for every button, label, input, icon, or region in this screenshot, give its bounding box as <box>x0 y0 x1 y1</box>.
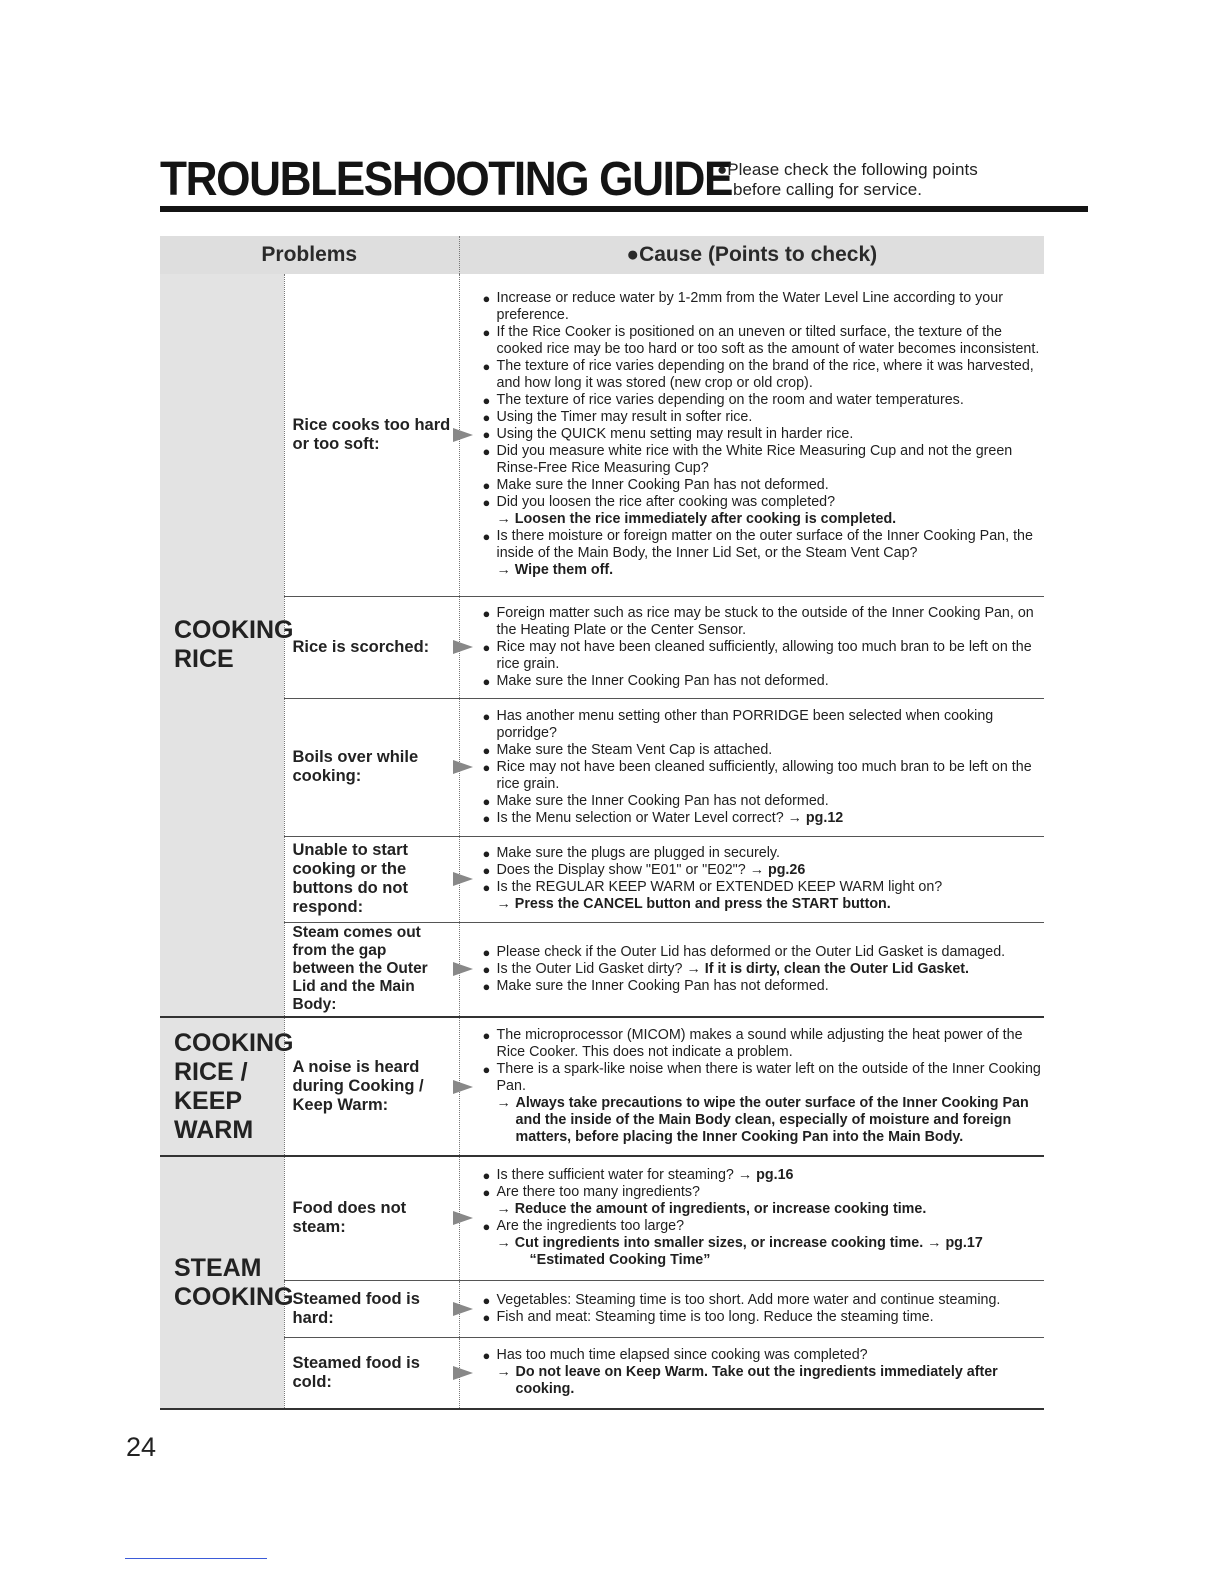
action-line <box>483 562 1043 579</box>
cause-item: ● The microprocessor (MICOM) makes a sound while adjusting the heat power of the Rice Cooker. This does not indicate a problem. <box>483 1027 1043 1061</box>
problem-label: A noise is heard during Cooking / Keep Warm: <box>292 1058 424 1114</box>
cause-item: ● Make sure the Steam Vent Cap is attached. <box>483 742 1043 759</box>
cause-item: ● There is a spark-like noise when there is water left on the outside of the Inner Cooking Pan. <box>483 1061 1043 1095</box>
problem-label: Steam comes out from the gap between the Outer Lid and the Main Body: <box>292 924 428 1014</box>
cause-item: ● Rice may not have been cleaned sufficiently, allowing too much bran to be left on the rice grain. <box>483 759 1043 793</box>
action-text: Cut ingredients into smaller sizes, or increase cooking time. <box>514 1235 924 1252</box>
footer-link-underline[interactable] <box>125 1558 267 1559</box>
cause-cell <box>459 698 1044 836</box>
cause-item: ● Are the ingredients too large? <box>483 1218 1043 1235</box>
problem-food-not-steam <box>284 1156 459 1280</box>
cause-item: ● Vegetables: Steaming time is too short. Add more water and continue steaming. <box>483 1292 1043 1309</box>
arrow-icon: → <box>496 896 511 912</box>
cause-item: ● If the Rice Cooker is positioned on an uneven or tilted surface, the texture of the cooked rice may be too hard or too soft as the amount of water becomes inconsistent. <box>483 324 1043 358</box>
cause-cell <box>459 922 1044 1017</box>
cause-text: Is the Outer Lid Gasket dirty? <box>496 960 683 977</box>
table-row <box>160 1017 1044 1156</box>
problem-rice-texture <box>284 274 459 596</box>
troubleshooting-table <box>160 236 1044 1410</box>
problem-label: Rice is scorched: <box>292 637 430 656</box>
action-line <box>483 1252 1043 1269</box>
category-label: COOKING RICE / KEEP WARM <box>174 1028 294 1144</box>
arrow-icon: → <box>496 511 511 528</box>
table-row <box>160 274 1044 596</box>
cause-item: ● Make sure the Inner Cooking Pan has not deformed. <box>483 978 1043 995</box>
problem-unable-to-start <box>284 836 459 922</box>
cause-item: ● Has too much time elapsed since cooking was completed? <box>483 1347 1043 1364</box>
table-row <box>160 922 1044 1017</box>
table-row <box>160 1156 1044 1280</box>
category-steam-cooking <box>160 1156 294 1409</box>
arrow-icon: → <box>496 1201 511 1218</box>
table-row <box>160 836 1044 922</box>
cause-cell <box>459 1280 1044 1337</box>
action-text: Loosen the rice immediately after cooking is completed. <box>514 511 897 528</box>
cause-item <box>483 1167 1043 1184</box>
cause-item: ● Has another menu setting other than PORRIDGE been selected when cooking porridge? <box>483 708 1043 742</box>
cause-item: ● Make sure the Inner Cooking Pan has not deformed. <box>483 673 1043 690</box>
title-divider <box>160 206 1088 212</box>
arrow-icon: → <box>496 562 511 579</box>
problem-label: Rice cooks too hard or too soft: <box>292 415 451 453</box>
arrow-icon: → <box>787 809 802 826</box>
service-note-line2: before calling for service. <box>733 180 922 199</box>
cause-item: ● Foreign matter such as rice may be stuck to the outside of the Inner Cooking Pan, on the Heating Plate or the Center Sensor. <box>483 605 1043 639</box>
cause-item: ● The texture of rice varies depending on the room and water temperatures. <box>483 392 1043 409</box>
cause-item: ● Did you measure white rice with the White Rice Measuring Cup and not the green Rinse-Free Rice Measuring Cup? <box>483 443 1043 477</box>
table-row <box>160 1280 1044 1337</box>
action-line <box>483 1235 1043 1252</box>
arrow-icon: → <box>496 1095 511 1111</box>
cause-cell <box>459 596 1044 698</box>
cause-item: ● The texture of rice varies depending on the brand of the rice, where it was harvested, and how long it was stored (new crop or old crop). <box>483 358 1043 392</box>
pointer-arrow-icon <box>453 1366 473 1380</box>
cause-item: ● Using the QUICK menu setting may result in harder rice. <box>483 426 1043 443</box>
pointer-arrow-icon <box>453 1080 473 1094</box>
pointer-arrow-icon <box>453 1211 473 1225</box>
cause-text: Is there sufficient water for steaming? <box>496 1167 734 1184</box>
pointer-arrow-icon <box>453 962 473 976</box>
cause-text: Does the Display show "E01" or "E02"? <box>496 862 746 878</box>
pointer-arrow-icon <box>453 640 473 654</box>
category-cooking-keep-warm <box>160 1017 294 1156</box>
cause-cell <box>459 1156 1044 1280</box>
cause-item: ● Please check if the Outer Lid has deformed or the Outer Lid Gasket is damaged. <box>483 944 1043 961</box>
arrow-icon: → <box>496 1235 511 1252</box>
cause-item: ● Make sure the plugs are plugged in securely. <box>483 845 1043 862</box>
cause-item <box>483 862 1043 879</box>
problem-rice-scorched <box>284 596 459 698</box>
cause-item: ● Is the REGULAR KEEP WARM or EXTENDED KEEP WARM light on? <box>483 879 1043 896</box>
problem-steamed-hard <box>284 1280 459 1337</box>
category-label: STEAM COOKING <box>174 1253 294 1311</box>
pointer-arrow-icon <box>453 428 473 442</box>
pointer-arrow-icon <box>453 760 473 774</box>
problem-noise <box>284 1017 459 1156</box>
arrow-icon: → <box>737 1167 753 1184</box>
page-title: TROUBLESHOOTING GUIDE <box>160 153 733 206</box>
cause-cell <box>459 274 1044 596</box>
action-text: Press the CANCEL button and press the START button. <box>514 896 891 912</box>
pointer-arrow-icon <box>453 1302 473 1316</box>
action-line <box>483 1364 1043 1398</box>
page-number: 24 <box>126 1432 157 1462</box>
problem-label: Food does not steam: <box>292 1199 407 1237</box>
table-header-row <box>160 236 1044 274</box>
action-text: Do not leave on Keep Warm. Take out the ingredients immediately after cooking. <box>515 1364 998 1398</box>
service-note-line1: ●Please check the following points <box>717 160 978 179</box>
cause-cell <box>459 1017 1044 1156</box>
arrow-icon: → <box>496 1364 511 1381</box>
action-text: Reduce the amount of ingredients, or increase cooking time. <box>514 1201 927 1218</box>
cause-item <box>483 810 1043 827</box>
header-problems: Problems <box>160 236 459 274</box>
arrow-icon: → <box>927 1235 942 1252</box>
cause-item: ● Fish and meat: Steaming time is too long. Reduce the steaming time. <box>483 1309 1043 1326</box>
cause-item: ● Increase or reduce water by 1-2mm from the Water Level Line according to your preference. <box>483 290 1043 324</box>
category-label: COOKING RICE <box>174 616 294 673</box>
cause-item: ● Using the Timer may result in softer rice. <box>483 409 1043 426</box>
pointer-arrow-icon <box>453 872 473 886</box>
cause-cell <box>459 1337 1044 1409</box>
cause-item: ● Are there too many ingredients? <box>483 1184 1043 1201</box>
action-line <box>483 1201 1043 1218</box>
cause-item: ● Make sure the Inner Cooking Pan has not deformed. <box>483 793 1043 810</box>
problem-boils-over <box>284 698 459 836</box>
cause-item: ● Rice may not have been cleaned sufficiently, allowing too much bran to be left on the rice grain. <box>483 639 1043 673</box>
table-row <box>160 698 1044 836</box>
problem-label: Steamed food is cold: <box>292 1353 420 1391</box>
action-text: Always take precautions to wipe the outer surface of the Inner Cooking Pan and the inside of the Main Body clean, especially of moisture and foreign matters, before placing the Inner Cooking Pan into the Main Body. <box>515 1095 1029 1145</box>
problem-label: Steamed food is hard: <box>292 1289 420 1327</box>
cause-item: ● Is there moisture or foreign matter on the outer surface of the Inner Cooking Pan, the inside of the Main Body, the Inner Lid Set, or the Steam Vent Cap? <box>483 528 1043 562</box>
service-note <box>717 160 978 200</box>
problem-label: Boils over while cooking: <box>292 748 419 785</box>
problem-steam-gap <box>284 922 459 1017</box>
action-text: Wipe them off. <box>514 562 614 579</box>
cause-item: ● Make sure the Inner Cooking Pan has not deformed. <box>483 477 1043 494</box>
problem-steamed-cold <box>284 1337 459 1409</box>
page-reference: pg.17 <box>945 1235 983 1252</box>
action-text: If it is dirty, clean the Outer Lid Gasket. <box>704 960 970 977</box>
table-row <box>160 596 1044 698</box>
page-reference: pg.26 <box>767 862 806 878</box>
cause-item: ● Did you loosen the rice after cooking was completed? <box>483 494 1043 511</box>
problem-label: Unable to start cooking or the buttons do not respond: <box>292 841 409 916</box>
reference-title: “Estimated Cooking Time” <box>529 1252 711 1269</box>
cause-item <box>483 961 1043 978</box>
action-line <box>483 896 1043 913</box>
category-cooking-rice <box>160 274 294 1017</box>
cause-cell <box>459 836 1044 922</box>
table-row <box>160 1337 1044 1409</box>
cause-text: Is the Menu selection or Water Level correct? <box>496 809 784 826</box>
page-reference: pg.16 <box>756 1167 794 1184</box>
arrow-icon: → <box>686 960 701 977</box>
action-line <box>483 1095 1043 1146</box>
page-reference: pg.12 <box>805 809 844 826</box>
header-cause: ●Cause (Points to check) <box>459 236 1044 274</box>
arrow-icon: → <box>749 862 764 878</box>
action-line <box>483 511 1043 528</box>
